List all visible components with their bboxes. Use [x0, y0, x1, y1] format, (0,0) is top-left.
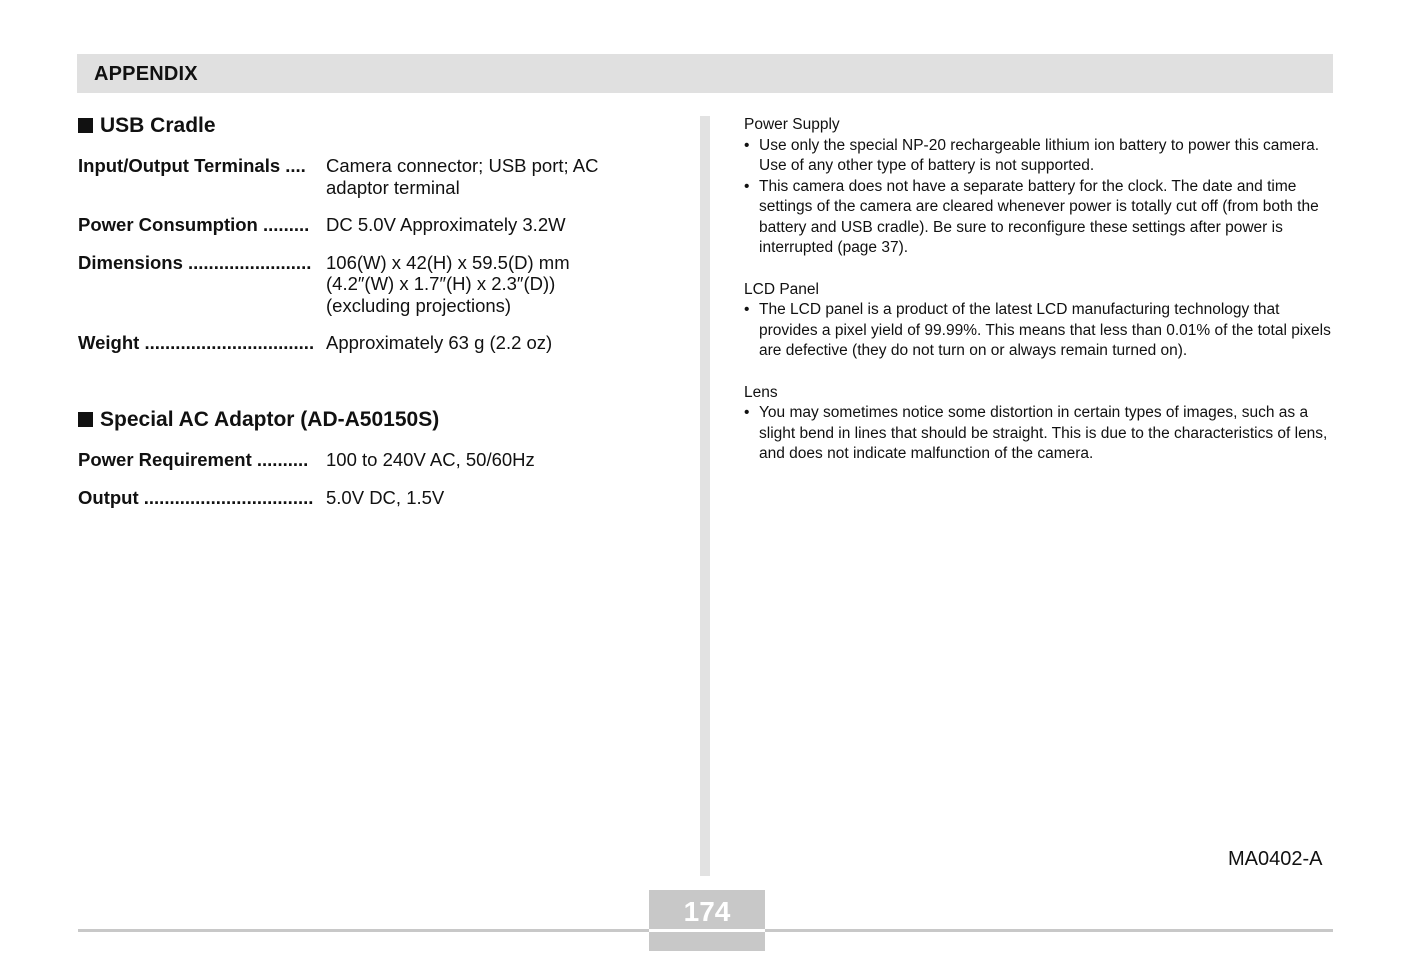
bullet-icon: •: [744, 136, 750, 154]
note-list: [744, 136, 1334, 259]
list-item: • The LCD panel is a product of the latest LCD manufacturing technology that provides a pixel yield of 99.99%. This means that less than 0.01% of the total pixels are defective (they do not turn on or always remain turned on).: [744, 301, 1331, 359]
note-list: [744, 403, 1334, 465]
usb-cradle-title: USB Cradle: [100, 114, 216, 137]
square-bullet-icon: [78, 118, 93, 133]
header-bar: [77, 54, 1333, 93]
spec-label: Output .................................: [78, 486, 314, 508]
spec-label: Input/Output Terminals ....: [78, 155, 306, 176]
spec-value: DC 5.0V Approximately 3.2W: [326, 214, 566, 235]
note-title: Power Supply: [744, 116, 840, 133]
list-item: • This camera does not have a separate battery for the clock. The date and time settings of the camera are cleared whenever power is totally cut off (from both the battery and USB cradle). Be sure to reconfigure these settings after power is interrupted (page 37).: [744, 177, 1319, 256]
bullet-icon: •: [744, 301, 750, 318]
page-tab-gap: [649, 929, 765, 932]
spec-label: Power Consumption .........: [78, 214, 310, 235]
spec-row: [78, 155, 678, 198]
bullet-icon: •: [744, 404, 750, 421]
usb-cradle-spec-list: [78, 155, 678, 354]
spec-label: Weight .................................: [78, 332, 315, 353]
list-item: • Use only the special NP-20 rechargeable lithium ion battery to power this camera. Use of any other type of battery is not supported.: [744, 136, 1319, 174]
bullet-icon: •: [744, 177, 750, 195]
spec-row: [78, 449, 678, 471]
list-item: • You may sometimes notice some distortion in certain types of images, such as a slight bend in lines that should be straight. This is due to the characteristics of lens, and does not indicate malfunction of the camera.: [744, 404, 1328, 462]
page-section-title: APPENDIX: [94, 63, 198, 85]
spec-row: [78, 214, 678, 236]
spec-value: Approximately 63 g (2.2 oz): [326, 332, 553, 353]
usb-cradle-heading: [78, 114, 678, 138]
note-list: [744, 300, 1334, 362]
spec-value: 106(W) x 42(H) x 59.5(D) mm (4.2″(W) x 1.7″(H) x 2.3″(D)) (excluding projections): [326, 251, 570, 316]
page-number-tab: [649, 890, 765, 951]
specifications-column: [78, 114, 678, 508]
note-title: Lens: [744, 383, 778, 401]
document-code: MA0402-A: [1228, 848, 1323, 870]
note-lcd-panel: [744, 280, 1334, 362]
ac-adaptor-heading: [78, 408, 678, 432]
spec-label: Dimensions ........................: [78, 251, 312, 273]
column-divider: [700, 116, 710, 876]
spec-row: [78, 332, 678, 354]
spec-value: 100 to 240V AC, 50/60Hz: [326, 449, 535, 470]
square-bullet-icon: [78, 412, 93, 427]
ac-adaptor-title: Special AC Adaptor (AD-A50150S): [100, 408, 440, 431]
ac-adaptor-section: [78, 408, 678, 524]
usb-cradle-section: [78, 114, 678, 354]
page-number: 174: [683, 896, 731, 927]
spec-value: 5.0V DC, 1.5V: [326, 486, 445, 508]
note-lens: [744, 383, 1334, 465]
note-power-supply: [744, 115, 1334, 259]
spec-row: [78, 252, 678, 317]
spec-row: [78, 487, 678, 509]
notes-column: [744, 115, 1334, 486]
note-title: LCD Panel: [744, 280, 819, 298]
ac-adaptor-spec-list: [78, 449, 678, 508]
spec-value: Camera connector; USB port; AC adaptor terminal: [326, 155, 599, 198]
spec-label: Power Requirement ..........: [78, 449, 309, 470]
